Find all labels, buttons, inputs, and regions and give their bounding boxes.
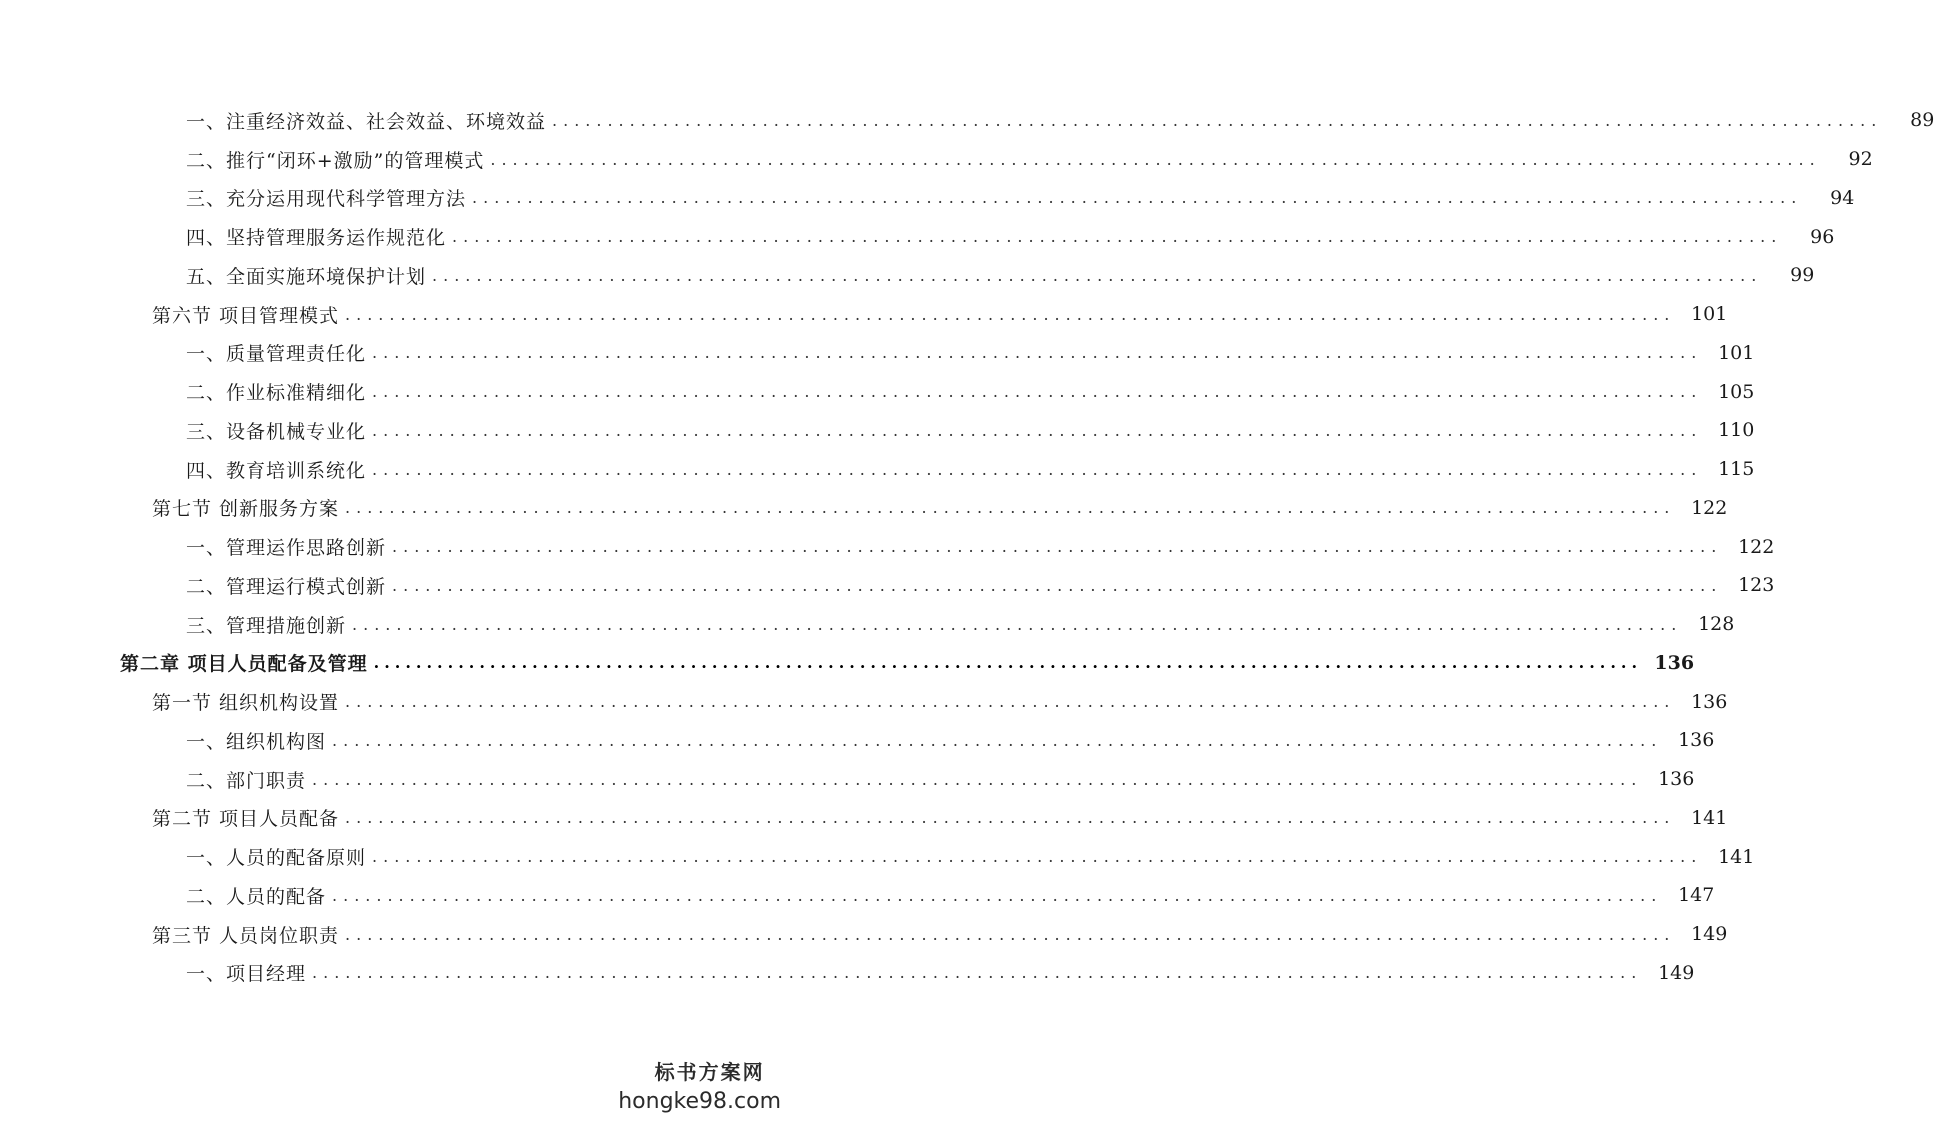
toc-entry-title: 三、充分运用现代科学管理方法 — [186, 188, 467, 211]
toc-entry-title: 四、教育培训系统化 — [186, 459, 367, 482]
toc-entry-title: 第七节 创新服务方案 — [152, 498, 340, 521]
toc-dot-leader: ........................................................................................................................ — [345, 692, 1676, 712]
toc-entry[interactable] — [0, 876, 1715, 915]
toc-entry[interactable] — [0, 760, 1695, 799]
toc-entry-title: 二、部门职责 — [186, 769, 307, 792]
toc-dot-leader: ........................................................................................................................ — [345, 808, 1676, 828]
toc-dot-leader: ........................................................................................................................ — [392, 537, 1723, 557]
toc-entry[interactable] — [0, 256, 1815, 295]
toc-dot-leader: ........................................................................................................................ — [432, 265, 1763, 285]
toc-entry-title: 三、管理措施创新 — [186, 614, 347, 637]
toc-entry-title: 四、坚持管理服务运作规范化 — [186, 227, 447, 250]
toc-dot-leader: ........................................................................................................................ — [345, 498, 1676, 518]
toc-entry-page-number: 141 — [1691, 806, 1728, 829]
toc-entry-page-number: 122 — [1738, 535, 1775, 558]
toc-entry-page-number: 128 — [1698, 613, 1735, 636]
toc-dot-leader: ........................................................................................................................ — [372, 343, 1703, 363]
toc-dot-leader: ........................................................................................................................ — [372, 847, 1703, 867]
toc-entry[interactable] — [0, 954, 1695, 993]
toc-entry[interactable] — [0, 566, 1775, 605]
toc-entry[interactable] — [0, 140, 1873, 179]
toc-entry-title: 第二章 项目人员配备及管理 — [120, 653, 368, 676]
toc-entry-page-number: 110 — [1718, 419, 1755, 442]
toc-entry[interactable] — [0, 450, 1755, 489]
toc-entry[interactable] — [0, 179, 1855, 218]
toc-dot-leader: ........................................................................................................................ — [392, 575, 1723, 595]
toc-entry-title: 一、组织机构图 — [186, 730, 327, 753]
toc-entry-title: 一、注重经济效益、社会效益、环境效益 — [186, 110, 547, 133]
toc-dot-leader: ........................................................................................................................ — [472, 188, 1803, 208]
toc-entry-title: 一、人员的配备原则 — [186, 847, 367, 870]
toc-entry[interactable] — [0, 101, 1934, 140]
toc-entry-title: 一、管理运作思路创新 — [186, 537, 387, 560]
toc-entry-page-number: 94 — [1830, 186, 1855, 209]
toc-entry-page-number: 141 — [1718, 845, 1755, 868]
toc-dot-leader: ........................................................................................................................ — [372, 459, 1703, 479]
toc-entry-title: 第六节 项目管理模式 — [152, 304, 340, 327]
toc-dot-leader: ........................................................................................................................ — [372, 382, 1703, 402]
toc-dot-leader: ........................................................................................................................ — [345, 924, 1676, 944]
toc-entry-page-number: 149 — [1691, 923, 1728, 946]
toc-entry[interactable] — [0, 489, 1728, 528]
toc-entry-page-number: 136 — [1691, 690, 1728, 713]
toc-entry-page-number: 147 — [1678, 884, 1715, 907]
toc-entry-page-number: 123 — [1738, 574, 1775, 597]
toc-entry[interactable] — [0, 721, 1715, 760]
toc-entry[interactable] — [0, 915, 1728, 954]
toc-entry[interactable] — [0, 217, 1835, 256]
toc-entry-title: 第二节 项目人员配备 — [152, 808, 340, 831]
toc-entry[interactable] — [0, 334, 1755, 373]
toc-dot-leader: ........................................................................................................................ — [352, 614, 1683, 634]
toc-entry[interactable] — [0, 527, 1775, 566]
toc-entry[interactable] — [0, 295, 1728, 334]
toc-entry-page-number: 101 — [1718, 341, 1755, 364]
toc-entry[interactable] — [0, 837, 1755, 876]
toc-dot-leader: ........................................................................................................................ — [452, 227, 1783, 247]
toc-entry-title: 二、管理运行模式创新 — [186, 575, 387, 598]
toc-entry[interactable] — [0, 411, 1755, 450]
toc-entry-page-number: 96 — [1810, 225, 1835, 248]
toc-entry-page-number: 92 — [1848, 148, 1873, 171]
toc-dot-leader: ........................................................................................................................ — [373, 653, 1643, 673]
toc-dot-leader: ........................................................................................................................ — [332, 730, 1663, 750]
toc-entry-page-number: 136 — [1658, 768, 1695, 791]
toc-entry-page-number: 122 — [1691, 496, 1728, 519]
toc-dot-leader: ........................................................................................................................ — [332, 885, 1663, 905]
toc-entry-title: 一、项目经理 — [186, 963, 307, 986]
toc-entry-page-number: 105 — [1718, 380, 1755, 403]
watermark — [618, 1056, 781, 1114]
toc-entry-title: 二、推行“闭环+激励”的管理模式 — [186, 149, 485, 172]
toc-dot-leader: ........................................................................................................................ — [552, 110, 1883, 130]
toc-entry-page-number: 136 — [1654, 651, 1695, 674]
toc-entry-title: 五、全面实施环境保护计划 — [186, 265, 427, 288]
toc-entry-title: 二、人员的配备 — [186, 885, 327, 908]
toc-entry[interactable] — [0, 799, 1728, 838]
toc-entry-page-number: 101 — [1691, 303, 1728, 326]
toc-entry[interactable] — [0, 605, 1735, 644]
toc-dot-leader: ........................................................................................................................ — [312, 769, 1643, 789]
toc-entry-title: 第三节 人员岗位职责 — [152, 924, 340, 947]
toc-entry-page-number: 115 — [1718, 458, 1755, 481]
toc-dot-leader: ........................................................................................................................ — [345, 304, 1676, 324]
toc-entry[interactable] — [0, 372, 1755, 411]
table-of-contents — [0, 101, 1934, 992]
toc-entry-title: 三、设备机械专业化 — [186, 420, 367, 443]
toc-entry-page-number: 99 — [1790, 264, 1815, 287]
watermark-url: hongke98.com — [618, 1089, 781, 1114]
toc-entry[interactable] — [0, 682, 1728, 721]
toc-entry-title: 一、质量管理责任化 — [186, 343, 367, 366]
toc-dot-leader: ........................................................................................................................ — [490, 149, 1821, 169]
toc-dot-leader: ........................................................................................................................ — [312, 963, 1643, 983]
toc-entry-title: 第一节 组织机构设置 — [152, 692, 340, 715]
toc-entry-title: 二、作业标准精细化 — [186, 382, 367, 405]
toc-entry-page-number: 149 — [1658, 961, 1695, 984]
toc-dot-leader: ........................................................................................................................ — [372, 420, 1703, 440]
watermark-name: 标书方案网 — [654, 1060, 765, 1084]
toc-entry-page-number: 89 — [1910, 109, 1934, 132]
toc-entry-page-number: 136 — [1678, 729, 1715, 752]
toc-entry[interactable] — [0, 644, 1695, 683]
